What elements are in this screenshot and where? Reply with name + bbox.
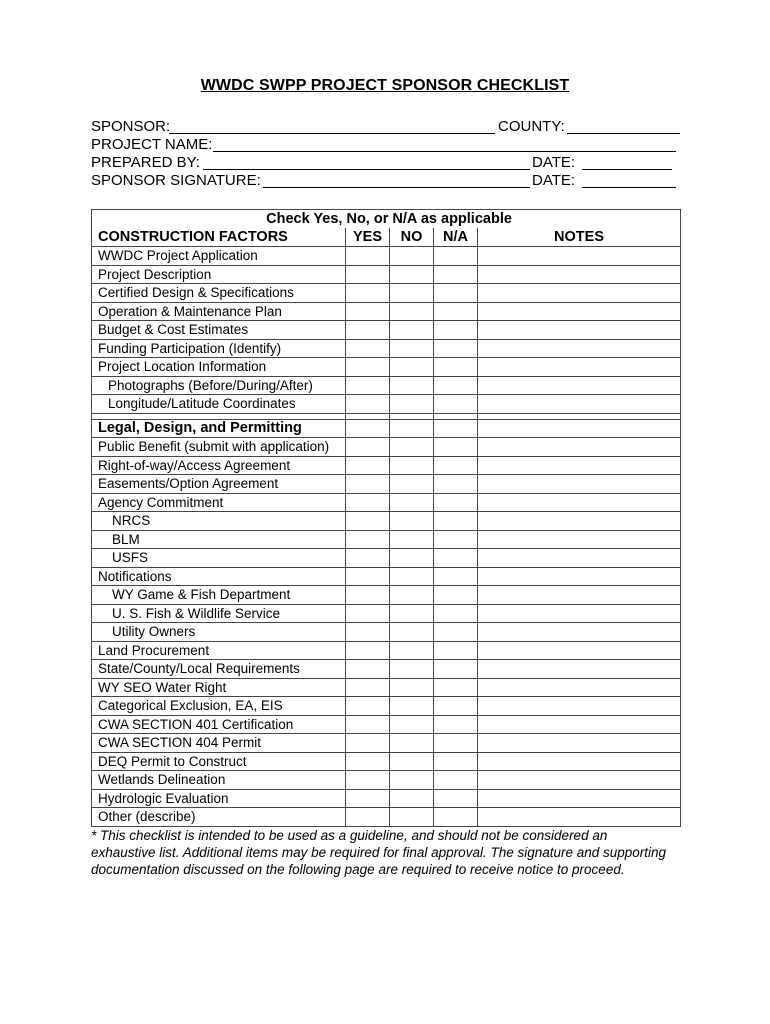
yes-checkbox-cell[interactable] xyxy=(346,339,390,358)
table-row xyxy=(92,247,681,266)
notes-cell[interactable] xyxy=(478,358,681,377)
yes-checkbox-cell[interactable] xyxy=(346,475,390,494)
yes-checkbox-cell[interactable] xyxy=(346,789,390,808)
table-row xyxy=(92,808,681,827)
no-checkbox-cell[interactable] xyxy=(390,493,434,512)
prepared-by-label: PREPARED BY: xyxy=(91,154,200,171)
row-label: State/County/Local Requirements xyxy=(92,660,346,679)
yes-checkbox-cell[interactable] xyxy=(346,302,390,321)
date-field[interactable] xyxy=(582,169,672,170)
na-checkbox-cell[interactable] xyxy=(434,549,478,568)
no-checkbox-cell[interactable] xyxy=(390,678,434,697)
table-row xyxy=(92,475,681,494)
no-checkbox-cell[interactable] xyxy=(390,358,434,377)
row-label: Utility Owners xyxy=(92,623,346,642)
na-checkbox-cell[interactable] xyxy=(434,586,478,605)
no-checkbox-cell[interactable] xyxy=(390,376,434,395)
notes-cell[interactable] xyxy=(478,586,681,605)
no-checkbox-cell[interactable] xyxy=(390,697,434,716)
table-row xyxy=(92,512,681,531)
row-label: Public Benefit (submit with application) xyxy=(92,438,346,457)
row-label: Wetlands Delineation xyxy=(92,771,346,790)
notes-cell[interactable] xyxy=(478,419,681,438)
na-checkbox-cell[interactable] xyxy=(434,321,478,340)
na-checkbox-cell[interactable] xyxy=(434,530,478,549)
row-label: Agency Commitment xyxy=(92,493,346,512)
notes-cell[interactable] xyxy=(478,321,681,340)
row-label: Right-of-way/Access Agreement xyxy=(92,456,346,475)
na-checkbox-cell[interactable] xyxy=(434,734,478,753)
table-row xyxy=(92,358,681,377)
yes-checkbox-cell[interactable] xyxy=(346,734,390,753)
yes-checkbox-cell[interactable] xyxy=(346,567,390,586)
notes-cell[interactable] xyxy=(478,771,681,790)
na-checkbox-cell[interactable] xyxy=(434,512,478,531)
row-label: Hydrologic Evaluation xyxy=(92,789,346,808)
table-instruction-row xyxy=(92,210,681,229)
no-checkbox-cell[interactable] xyxy=(390,302,434,321)
table-row xyxy=(92,438,681,457)
no-checkbox-cell[interactable] xyxy=(390,789,434,808)
signature-label: SPONSOR SIGNATURE: xyxy=(91,172,261,189)
date2-field[interactable] xyxy=(582,187,676,188)
row-label: Project Description xyxy=(92,265,346,284)
county-field[interactable] xyxy=(567,133,680,134)
row-label: Certified Design & Specifications xyxy=(92,284,346,303)
no-checkbox-cell[interactable] xyxy=(390,284,434,303)
row-label: CWA SECTION 401 Certification xyxy=(92,715,346,734)
table-row xyxy=(92,623,681,642)
footnote: * This checklist is intended to be used as a guideline, and should not be considered an exhaustive list. Additional items may be required for final approval. The signature and supporting documentation discussed on the following page are required to receive notice to proceed. xyxy=(91,828,667,877)
row-label: Land Procurement xyxy=(92,641,346,660)
no-checkbox-cell[interactable] xyxy=(390,395,434,414)
na-checkbox-cell[interactable] xyxy=(434,438,478,457)
notes-cell[interactable] xyxy=(478,697,681,716)
no-checkbox-cell[interactable] xyxy=(390,586,434,605)
yes-checkbox-cell[interactable] xyxy=(346,438,390,457)
no-checkbox-cell[interactable] xyxy=(390,475,434,494)
notes-cell[interactable] xyxy=(478,395,681,414)
col-header-na: N/A xyxy=(434,228,478,247)
yes-checkbox-cell[interactable] xyxy=(346,530,390,549)
table-row xyxy=(92,789,681,808)
table-row xyxy=(92,284,681,303)
yes-checkbox-cell[interactable] xyxy=(346,623,390,642)
na-checkbox-cell[interactable] xyxy=(434,771,478,790)
yes-checkbox-cell[interactable] xyxy=(346,715,390,734)
na-checkbox-cell[interactable] xyxy=(434,660,478,679)
page-title: WWDC SWPP PROJECT SPONSOR CHECKLIST xyxy=(200,77,570,94)
table-row xyxy=(92,493,681,512)
row-label: Easements/Option Agreement xyxy=(92,475,346,494)
na-checkbox-cell[interactable] xyxy=(434,623,478,642)
row-label: Other (describe) xyxy=(92,808,346,827)
na-checkbox-cell[interactable] xyxy=(434,641,478,660)
notes-cell[interactable] xyxy=(478,265,681,284)
col-header-factors: CONSTRUCTION FACTORS xyxy=(92,228,346,247)
table-row xyxy=(92,530,681,549)
instruction-text: Check Yes, No, or N/A as applicable xyxy=(92,210,681,229)
table-row xyxy=(92,697,681,716)
sponsor-label: SPONSOR: xyxy=(91,118,171,135)
notes-cell[interactable] xyxy=(478,660,681,679)
no-checkbox-cell[interactable] xyxy=(390,247,434,266)
notes-cell[interactable] xyxy=(478,512,681,531)
row-label: Notifications xyxy=(92,567,346,586)
na-checkbox-cell[interactable] xyxy=(434,419,478,438)
table-row xyxy=(92,734,681,753)
yes-checkbox-cell[interactable] xyxy=(346,284,390,303)
table-row xyxy=(92,302,681,321)
no-checkbox-cell[interactable] xyxy=(390,419,434,438)
no-checkbox-cell[interactable] xyxy=(390,752,434,771)
yes-checkbox-cell[interactable] xyxy=(346,586,390,605)
na-checkbox-cell[interactable] xyxy=(434,697,478,716)
notes-cell[interactable] xyxy=(478,641,681,660)
prepared-by-field[interactable] xyxy=(203,169,530,170)
table-row xyxy=(92,339,681,358)
table-row xyxy=(92,567,681,586)
yes-checkbox-cell[interactable] xyxy=(346,512,390,531)
yes-checkbox-cell[interactable] xyxy=(346,376,390,395)
na-checkbox-cell[interactable] xyxy=(434,789,478,808)
table-row xyxy=(92,586,681,605)
col-header-no: NO xyxy=(390,228,434,247)
notes-cell[interactable] xyxy=(478,808,681,827)
notes-cell[interactable] xyxy=(478,456,681,475)
table-header-row xyxy=(92,228,681,247)
section-heading-row xyxy=(92,419,681,438)
table-row xyxy=(92,660,681,679)
na-checkbox-cell[interactable] xyxy=(434,808,478,827)
row-label: Operation & Maintenance Plan xyxy=(92,302,346,321)
na-checkbox-cell[interactable] xyxy=(434,715,478,734)
row-label: BLM xyxy=(92,530,346,549)
na-checkbox-cell[interactable] xyxy=(434,265,478,284)
date2-label: DATE: xyxy=(532,172,576,189)
row-label: Longitude/Latitude Coordinates xyxy=(92,395,346,414)
notes-cell[interactable] xyxy=(478,678,681,697)
no-checkbox-cell[interactable] xyxy=(390,808,434,827)
row-label: WY SEO Water Right xyxy=(92,678,346,697)
col-header-yes: YES xyxy=(346,228,390,247)
na-checkbox-cell[interactable] xyxy=(434,567,478,586)
yes-checkbox-cell[interactable] xyxy=(346,660,390,679)
row-label: Budget & Cost Estimates xyxy=(92,321,346,340)
no-checkbox-cell[interactable] xyxy=(390,265,434,284)
table-row xyxy=(92,752,681,771)
yes-checkbox-cell[interactable] xyxy=(346,678,390,697)
row-label: WY Game & Fish Department xyxy=(92,586,346,605)
row-label: WWDC Project Application xyxy=(92,247,346,266)
row-label: DEQ Permit to Construct xyxy=(92,752,346,771)
no-checkbox-cell[interactable] xyxy=(390,660,434,679)
yes-checkbox-cell[interactable] xyxy=(346,456,390,475)
yes-checkbox-cell[interactable] xyxy=(346,419,390,438)
date-label: DATE: xyxy=(532,154,576,171)
notes-cell[interactable] xyxy=(478,623,681,642)
no-checkbox-cell[interactable] xyxy=(390,715,434,734)
notes-cell[interactable] xyxy=(478,376,681,395)
table-row xyxy=(92,604,681,623)
project-name-label: PROJECT NAME: xyxy=(91,136,213,153)
table-row xyxy=(92,641,681,660)
yes-checkbox-cell[interactable] xyxy=(346,641,390,660)
na-checkbox-cell[interactable] xyxy=(434,395,478,414)
na-checkbox-cell[interactable] xyxy=(434,247,478,266)
row-label: Categorical Exclusion, EA, EIS xyxy=(92,697,346,716)
table-row xyxy=(92,771,681,790)
no-checkbox-cell[interactable] xyxy=(390,549,434,568)
notes-cell[interactable] xyxy=(478,339,681,358)
sponsor-field[interactable] xyxy=(169,133,495,134)
row-label: CWA SECTION 404 Permit xyxy=(92,734,346,753)
notes-cell[interactable] xyxy=(478,789,681,808)
no-checkbox-cell[interactable] xyxy=(390,641,434,660)
row-label: USFS xyxy=(92,549,346,568)
yes-checkbox-cell[interactable] xyxy=(346,321,390,340)
yes-checkbox-cell[interactable] xyxy=(346,358,390,377)
na-checkbox-cell[interactable] xyxy=(434,376,478,395)
no-checkbox-cell[interactable] xyxy=(390,623,434,642)
no-checkbox-cell[interactable] xyxy=(390,567,434,586)
notes-cell[interactable] xyxy=(478,530,681,549)
no-checkbox-cell[interactable] xyxy=(390,339,434,358)
notes-cell[interactable] xyxy=(478,247,681,266)
notes-cell[interactable] xyxy=(478,752,681,771)
yes-checkbox-cell[interactable] xyxy=(346,697,390,716)
yes-checkbox-cell[interactable] xyxy=(346,752,390,771)
na-checkbox-cell[interactable] xyxy=(434,358,478,377)
col-header-notes: NOTES xyxy=(478,228,681,247)
checklist-table xyxy=(91,209,681,827)
notes-cell[interactable] xyxy=(478,715,681,734)
notes-cell[interactable] xyxy=(478,493,681,512)
no-checkbox-cell[interactable] xyxy=(390,438,434,457)
notes-cell[interactable] xyxy=(478,302,681,321)
row-label: Project Location Information xyxy=(92,358,346,377)
row-label: NRCS xyxy=(92,512,346,531)
na-checkbox-cell[interactable] xyxy=(434,493,478,512)
row-label: U. S. Fish & Wildlife Service xyxy=(92,604,346,623)
table-row xyxy=(92,395,681,414)
na-checkbox-cell[interactable] xyxy=(434,456,478,475)
yes-checkbox-cell[interactable] xyxy=(346,247,390,266)
notes-cell[interactable] xyxy=(478,475,681,494)
yes-checkbox-cell[interactable] xyxy=(346,549,390,568)
row-label: Funding Participation (Identify) xyxy=(92,339,346,358)
row-label: Photographs (Before/During/After) xyxy=(92,376,346,395)
na-checkbox-cell[interactable] xyxy=(434,284,478,303)
no-checkbox-cell[interactable] xyxy=(390,530,434,549)
county-label: COUNTY: xyxy=(498,118,565,135)
na-checkbox-cell[interactable] xyxy=(434,302,478,321)
na-checkbox-cell[interactable] xyxy=(434,339,478,358)
yes-checkbox-cell[interactable] xyxy=(346,604,390,623)
notes-cell[interactable] xyxy=(478,604,681,623)
notes-cell[interactable] xyxy=(478,549,681,568)
no-checkbox-cell[interactable] xyxy=(390,734,434,753)
no-checkbox-cell[interactable] xyxy=(390,604,434,623)
yes-checkbox-cell[interactable] xyxy=(346,771,390,790)
row-label: Legal, Design, and Permitting xyxy=(92,419,346,438)
notes-cell[interactable] xyxy=(478,734,681,753)
na-checkbox-cell[interactable] xyxy=(434,475,478,494)
yes-checkbox-cell[interactable] xyxy=(346,493,390,512)
no-checkbox-cell[interactable] xyxy=(390,321,434,340)
na-checkbox-cell[interactable] xyxy=(434,678,478,697)
no-checkbox-cell[interactable] xyxy=(390,456,434,475)
table-row xyxy=(92,376,681,395)
table-row xyxy=(92,715,681,734)
yes-checkbox-cell[interactable] xyxy=(346,395,390,414)
project-name-field[interactable] xyxy=(213,151,676,152)
no-checkbox-cell[interactable] xyxy=(390,771,434,790)
notes-cell[interactable] xyxy=(478,567,681,586)
table-row xyxy=(92,265,681,284)
na-checkbox-cell[interactable] xyxy=(434,604,478,623)
notes-cell[interactable] xyxy=(478,438,681,457)
no-checkbox-cell[interactable] xyxy=(390,512,434,531)
notes-cell[interactable] xyxy=(478,284,681,303)
table-row xyxy=(92,456,681,475)
yes-checkbox-cell[interactable] xyxy=(346,808,390,827)
table-row xyxy=(92,549,681,568)
yes-checkbox-cell[interactable] xyxy=(346,265,390,284)
signature-field[interactable] xyxy=(263,187,530,188)
na-checkbox-cell[interactable] xyxy=(434,752,478,771)
table-row xyxy=(92,321,681,340)
table-row xyxy=(92,678,681,697)
